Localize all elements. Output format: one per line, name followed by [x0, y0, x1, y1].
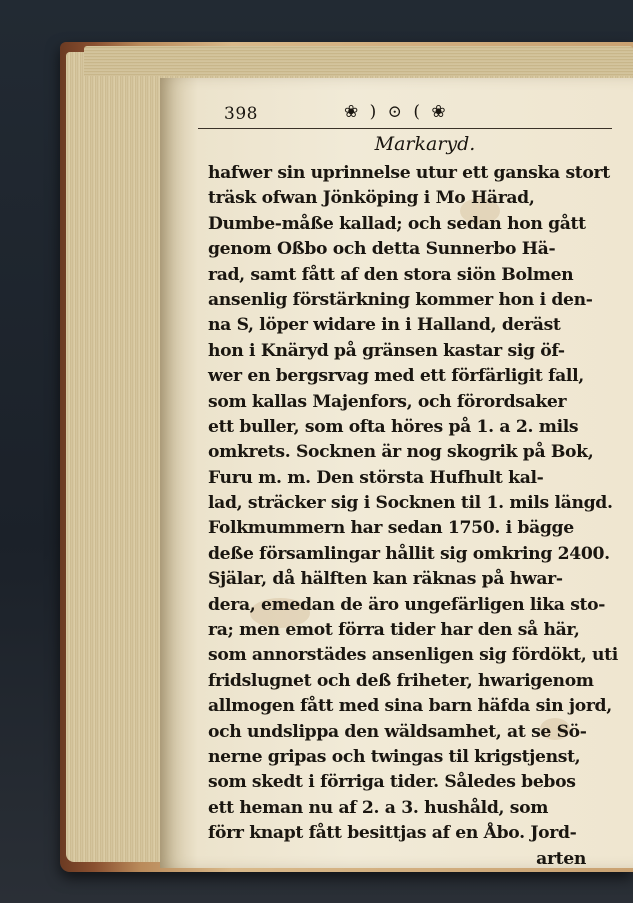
page-top-edge [84, 46, 633, 76]
text-line: lad, sträcker sig i Socknen til 1. mils längd. [208, 493, 613, 514]
text-line: Dumbe-måße kallad; och sedan hon gått [208, 213, 586, 234]
text-line: som kallas Majenfors, och förordsaker [208, 391, 567, 412]
text-line: deße församlingar hållit sig omkring 2400. [208, 543, 610, 564]
text-line: som skedt i förriga tider. Således bebos [208, 772, 576, 793]
text-line: Folkmummern har sedan 1750. i bägge [208, 518, 574, 539]
text-line: allmogen fått med sina barn häfda sin jord, [208, 696, 612, 717]
text-line: träsk ofwan Jönköping i Mo Härad, [208, 188, 535, 209]
text-line: ett buller, som ofta höres på 1. a 2. mils [208, 416, 579, 437]
text-line: hon i Knäryd på gränsen kastar sig öf- [208, 340, 565, 361]
text-line: och undslippa den wäldsamhet, at se Sö- [208, 721, 587, 742]
text-line: fridslugnet och deß friheter, hwarigenom [208, 670, 594, 691]
text-line: ett heman nu af 2. a 3. hushåld, som [208, 797, 549, 818]
text-line: na S, löper widare in i Halland, deräst [208, 315, 561, 336]
text-line: som annorstädes ansenligen sig fördökt, uti [208, 645, 618, 666]
text-line: ra; men emot förra tider har den så här, [208, 620, 580, 641]
running-title: Markaryd. [374, 133, 476, 155]
header-ornament: ❀ ) ⊙ ( ❀ [344, 102, 449, 122]
text-line: hafwer sin uprinnelse utur ett ganska stort [208, 163, 610, 183]
text-line: dera, emedan de äro ungefärligen lika sto- [208, 594, 606, 615]
text-line: rad, samt fått af den stora siön Bolmen [208, 264, 574, 285]
body-text [198, 161, 618, 872]
text-line: genom Oßbo och detta Sunnerbo Hä- [208, 239, 556, 260]
text-line: Själar, då hälften kan räknas på hwar- [208, 569, 563, 590]
page-text [198, 100, 618, 872]
text-line: Furu m. m. Den största Hufhult kal- [208, 467, 544, 488]
catchword: arten [536, 848, 586, 869]
text-line: nerne gripas och twingas til krigstjenst, [208, 746, 581, 767]
text-line: omkrets. Socknen är nog skogrik på Bok, [208, 442, 594, 463]
page-number: 398 [224, 104, 258, 124]
text-line: wer en bergsrvag med ett förfärligit fall, [208, 366, 584, 387]
running-head [198, 100, 612, 129]
text-line: förr knapt fått besittjas af en Åbo. Jord- [208, 823, 577, 844]
text-line: ansenlig förstärkning kommer hon i den- [208, 289, 593, 310]
